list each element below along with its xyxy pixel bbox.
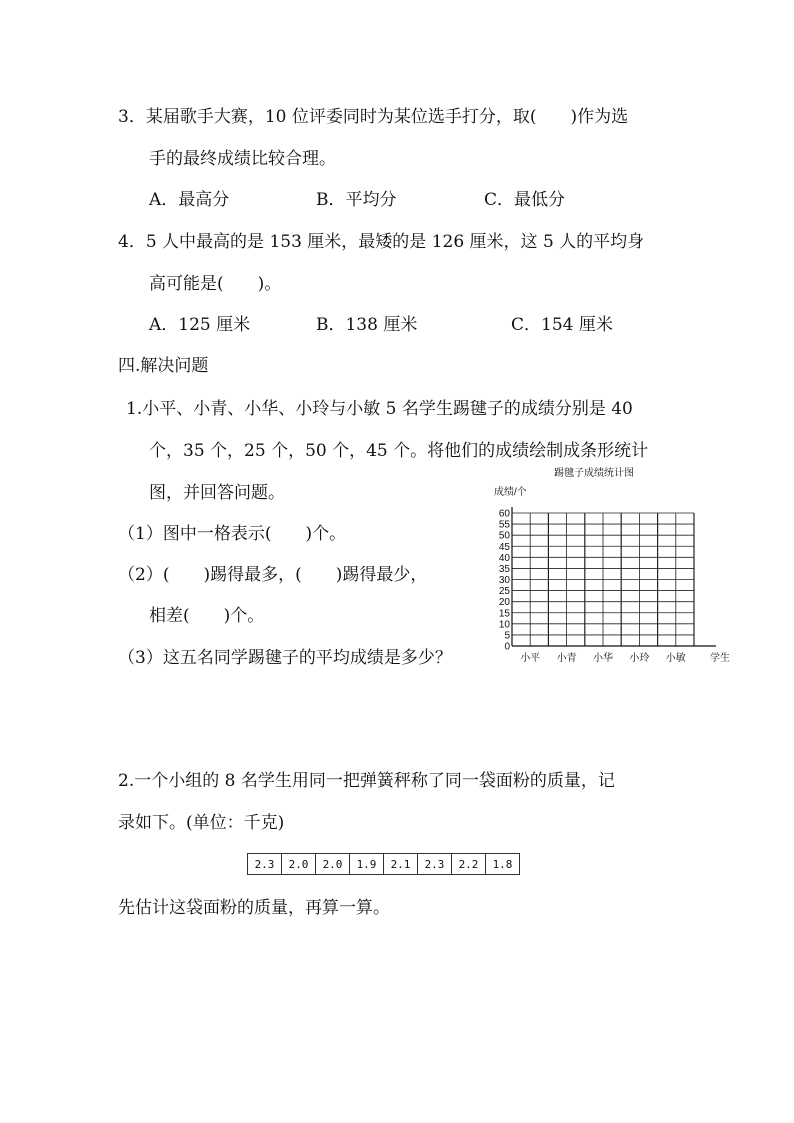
y-tick-label: 45 [498,541,510,553]
y-tick-label: 40 [498,552,510,564]
p1-question-2: （2）( )踢得最多，( )踢得最少， [118,565,428,585]
p1-question-1: （1）图中一格表示( )个。 [118,524,347,544]
q4-line2: 高可能是( )。 [149,274,282,294]
p2-line1: 2.一个小组的 8 名学生用同一把弹簧秤称了同一袋面粉的质量，记 [118,771,615,791]
weight-cell: 2.0 [316,854,350,875]
y-tick-label: 60 [498,508,510,520]
x-axis-label: 学生 [710,653,730,664]
chart-title: 踢毽子成绩统计图 [554,468,634,479]
y-tick-label: 0 [504,641,510,653]
y-tick-label: 10 [498,619,510,631]
q4-option-a: A．125 厘米 [149,315,251,335]
y-tick-label: 15 [498,608,510,620]
p1-line2: 个，35 个，25 个，50 个，45 个。将他们的成绩绘制成条形统计 [149,441,649,461]
weight-cell: 2.3 [418,854,452,875]
y-tick-label: 50 [498,530,510,542]
q4-option-c: C．154 厘米 [511,315,613,335]
weight-table [247,853,520,875]
weight-cell: 2.2 [452,854,486,875]
y-axis-label: 成绩/个 [494,487,527,498]
q3-option-a: A．最高分 [149,190,230,210]
table-row [248,854,520,875]
p1-line1: 1.小平、小青、小华、小玲与小敏 5 名学生踢毽子的成绩分别是 40 [126,399,633,419]
q3-line1: 3．某届歌手大赛，10 位评委同时为某位选手打分，取( )作为选 [118,107,629,127]
y-tick-label: 35 [498,563,510,575]
q3-option-b: B．平均分 [316,190,397,210]
x-tick-label: 小敏 [665,653,686,664]
q3-line2: 手的最终成绩比较合理。 [149,149,336,169]
p1-line3: 图，并回答问题。 [149,483,285,503]
p2-line2: 录如下。(单位：千克) [118,813,285,833]
y-tick-label: 5 [504,630,510,642]
weight-cell: 2.3 [248,854,282,875]
section-title: 四.解决问题 [118,356,209,376]
q4-option-b: B．138 厘米 [316,315,418,335]
weight-cell: 2.1 [384,854,418,875]
x-tick-label: 小平 [520,653,541,664]
y-tick-label: 25 [498,586,510,598]
weight-cell: 1.9 [350,854,384,875]
weight-cell: 1.8 [486,854,520,875]
y-tick-label: 20 [498,597,510,609]
weight-cell: 2.0 [282,854,316,875]
y-tick-label: 30 [498,575,510,586]
q3-option-c: C．最低分 [484,190,566,210]
x-tick-label: 小青 [556,653,577,664]
bar-chart [472,462,742,672]
x-tick-label: 小华 [593,653,613,664]
q4-line1: 4．5 人中最高的是 153 厘米，最矮的是 126 厘米，这 5 人的平均身 [118,232,645,252]
x-tick-label: 小玲 [629,653,650,664]
p1-question-3: （3）这五名同学踢毽子的平均成绩是多少？ [118,648,452,668]
p2-question: 先估计这袋面粉的质量，再算一算。 [118,898,390,918]
y-tick-label: 55 [498,519,510,531]
p1-question-2b: 相差( )个。 [149,606,265,626]
